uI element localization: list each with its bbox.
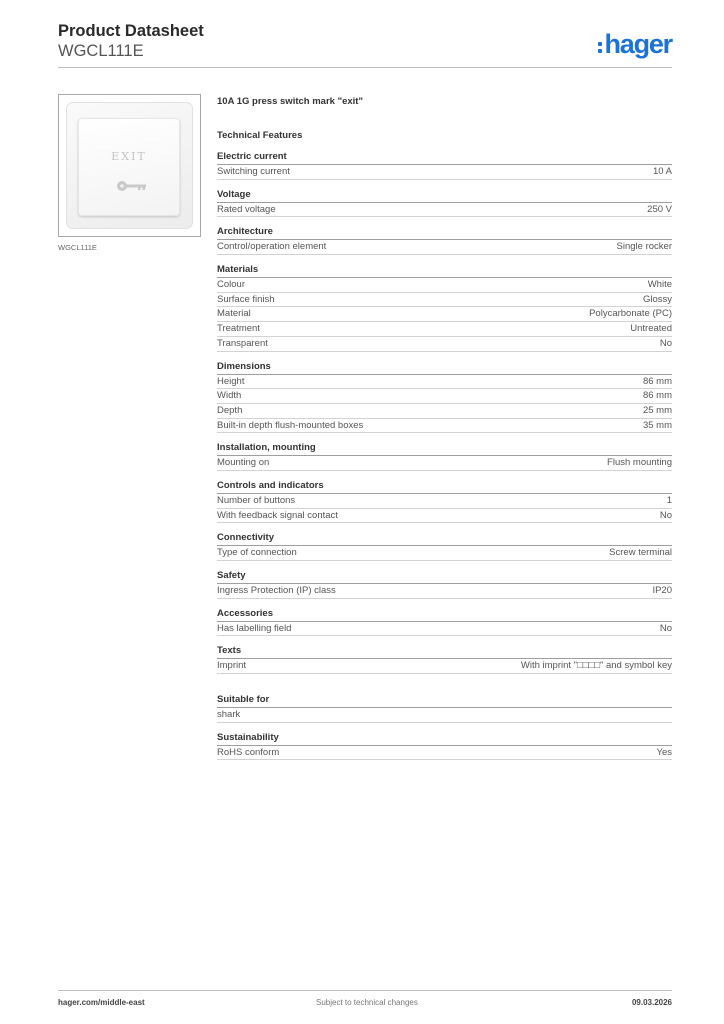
- section-title: Electric current: [217, 151, 672, 165]
- spec-label: shark: [217, 709, 241, 721]
- document-title: Product Datasheet: [58, 22, 204, 40]
- spec-label: Surface finish: [217, 293, 275, 305]
- spec-value: No: [659, 622, 672, 634]
- product-code: WGCL111E: [58, 42, 144, 60]
- spec-row: [217, 456, 672, 471]
- technical-features-list: [217, 151, 672, 674]
- spec-section: [217, 480, 672, 523]
- spec-row: [217, 746, 672, 761]
- spec-label: Colour: [217, 279, 245, 291]
- spec-row: [217, 165, 672, 180]
- spec-label: Material: [217, 308, 251, 320]
- spec-section: [217, 570, 672, 599]
- spec-label: Ingress Protection (IP) class: [217, 585, 336, 596]
- section-title: Materials: [217, 264, 672, 278]
- spec-label: Treatment: [217, 323, 260, 335]
- spec-row: [217, 622, 672, 637]
- spec-label: Transparent: [217, 337, 268, 349]
- section-title: Connectivity: [217, 532, 672, 546]
- page-header: [58, 22, 672, 70]
- spec-label: Height: [217, 375, 245, 387]
- spec-value: 1: [666, 494, 672, 506]
- spec-label: Has labelling field: [217, 622, 292, 634]
- section-title: Texts: [217, 645, 672, 659]
- spec-value: IP20: [652, 585, 672, 596]
- spec-label: Imprint: [217, 660, 247, 672]
- spec-value: 10 A: [652, 166, 672, 177]
- spec-section: [217, 608, 672, 637]
- key-icon: [116, 180, 148, 192]
- page-footer: [58, 998, 672, 1010]
- spec-label: Rated voltage: [217, 203, 276, 215]
- spec-value: No: [659, 337, 672, 349]
- switch-plate: [66, 102, 193, 229]
- spec-row: [217, 307, 672, 322]
- spec-section: [217, 264, 672, 351]
- spec-label: Type of connection: [217, 547, 297, 559]
- spec-section: [217, 442, 672, 471]
- spec-value: Glossy: [642, 293, 672, 305]
- spec-label: Number of buttons: [217, 494, 296, 506]
- spec-section: [217, 694, 672, 723]
- spec-value: Yes: [656, 746, 672, 758]
- logo-text: hager: [604, 29, 672, 59]
- spec-row: [217, 659, 672, 674]
- additional-info-list: [217, 694, 672, 760]
- spec-section: [217, 645, 672, 674]
- spec-row: [217, 419, 672, 434]
- spec-label: Built-in depth flush-mounted boxes: [217, 419, 364, 431]
- product-image: [58, 94, 201, 237]
- spec-section: [217, 226, 672, 255]
- spec-value: 250 V: [647, 203, 672, 215]
- spec-row: [217, 240, 672, 255]
- hager-logo: [598, 30, 672, 58]
- spec-row: [217, 546, 672, 561]
- spec-value: Single rocker: [616, 241, 672, 253]
- header-divider: [58, 67, 672, 68]
- section-title: Dimensions: [217, 361, 672, 375]
- spec-value: Screw terminal: [609, 547, 672, 559]
- spec-value: Flush mounting: [607, 457, 672, 469]
- spec-section: [217, 151, 672, 180]
- spec-row: [217, 337, 672, 352]
- spec-value: 25 mm: [642, 404, 672, 416]
- section-gap: [217, 683, 672, 694]
- spec-value: White: [647, 279, 672, 291]
- spec-value: Polycarbonate (PC): [589, 308, 672, 320]
- spec-section: [217, 189, 672, 218]
- footer-disclaimer: Subject to technical changes: [316, 998, 418, 1007]
- spec-label: Switching current: [217, 166, 290, 177]
- spec-row: [217, 494, 672, 509]
- spec-row: [217, 322, 672, 337]
- section-title: Installation, mounting: [217, 442, 672, 456]
- spec-label: Depth: [217, 404, 243, 416]
- spec-label: Mounting on: [217, 457, 270, 469]
- technical-features-heading: Technical Features: [217, 130, 303, 141]
- spec-section: [217, 532, 672, 561]
- section-title: Architecture: [217, 226, 672, 240]
- spec-value: No: [659, 509, 672, 521]
- spec-row: [217, 203, 672, 218]
- footer-divider: [58, 990, 672, 991]
- spec-label: Width: [217, 390, 242, 402]
- product-name: 10A 1G press switch mark "exit": [217, 96, 363, 107]
- spec-value: 86 mm: [642, 390, 672, 402]
- spec-label: With feedback signal contact: [217, 509, 338, 521]
- spec-value: Untreated: [630, 323, 672, 335]
- section-title: Suitable for: [217, 694, 672, 708]
- spec-row: [217, 293, 672, 308]
- section-title: Safety: [217, 570, 672, 584]
- section-title: Sustainability: [217, 732, 672, 746]
- spec-row: [217, 708, 672, 723]
- product-details: [217, 96, 672, 769]
- spec-value: 35 mm: [642, 419, 672, 431]
- switch-rocker: [78, 118, 180, 216]
- section-title: Controls and indicators: [217, 480, 672, 494]
- spec-row: [217, 389, 672, 404]
- section-title: Voltage: [217, 189, 672, 203]
- section-title: Accessories: [217, 608, 672, 622]
- spec-label: Control/operation element: [217, 241, 327, 253]
- spec-row: [217, 404, 672, 419]
- logo-colon-icon: [598, 42, 602, 53]
- spec-row: [217, 375, 672, 390]
- footer-date: 09.03.2026: [631, 998, 672, 1007]
- spec-value: With imprint "□□□□" and symbol key: [520, 660, 672, 672]
- spec-row: [217, 509, 672, 524]
- spec-label: RoHS conform: [217, 746, 280, 758]
- image-caption: WGCL111E: [58, 243, 97, 252]
- spec-row: [217, 278, 672, 293]
- spec-section: [217, 361, 672, 434]
- spec-row: [217, 584, 672, 599]
- spec-value: 86 mm: [642, 375, 672, 387]
- exit-imprint: EXIT: [111, 150, 147, 163]
- footer-website: hager.com/middle-east: [58, 998, 145, 1007]
- spec-section: [217, 732, 672, 761]
